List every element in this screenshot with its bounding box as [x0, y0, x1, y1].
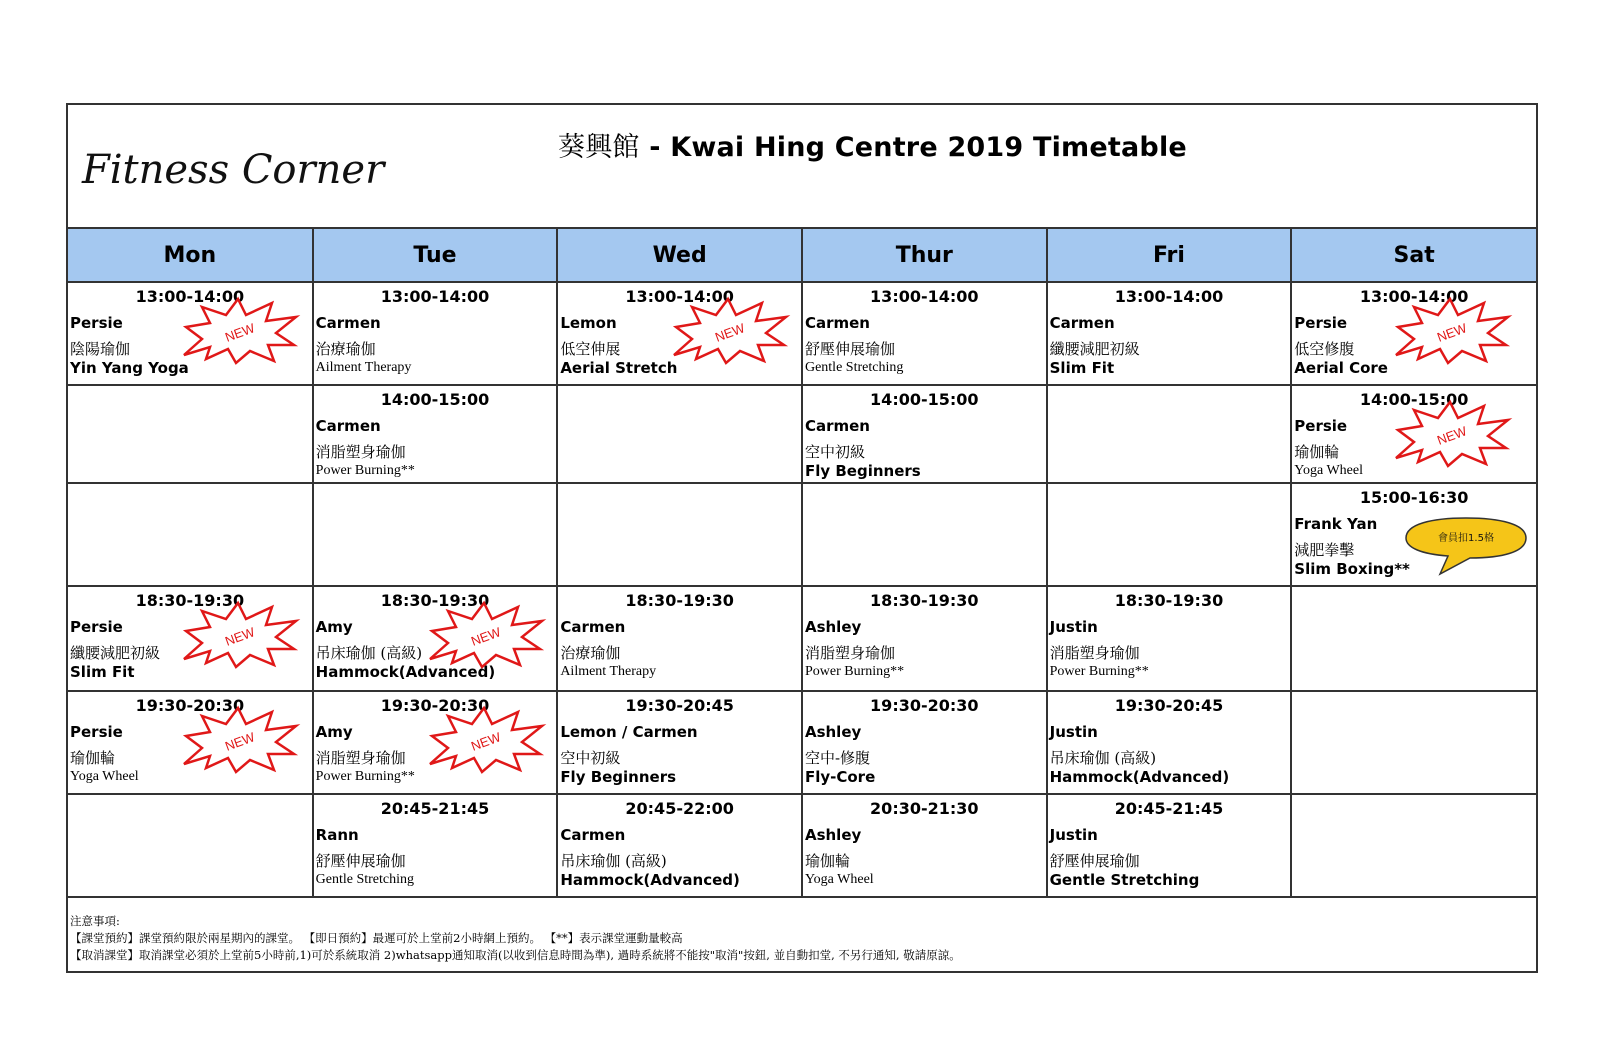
- class-name-chinese: 陰陽瑜伽: [70, 340, 131, 358]
- class-name-english: Fly Beginners: [804, 462, 921, 480]
- class-card[interactable]: [1292, 386, 1536, 482]
- class-teacher: Justin: [1049, 723, 1098, 741]
- class-card[interactable]: [314, 386, 557, 482]
- class-teacher: Ashley: [804, 723, 862, 741]
- class-name-english: Yoga Wheel: [70, 769, 139, 784]
- class-time: 13:00-14:00: [1114, 287, 1224, 306]
- class-slot-wed: [557, 483, 802, 586]
- class-name-english: Hammock(Advanced): [560, 871, 740, 889]
- class-card[interactable]: [1292, 283, 1536, 384]
- class-name-chinese: 瑜伽輪: [70, 749, 116, 767]
- class-name-chinese: 消脂塑身瑜伽: [1049, 644, 1140, 662]
- new-starburst-icon: [180, 601, 300, 669]
- class-name-chinese: 吊床瑜伽 (高級): [560, 852, 667, 870]
- class-card[interactable]: [803, 283, 1046, 384]
- timetable-grid: [68, 229, 1536, 898]
- notes-section: [68, 905, 1536, 971]
- class-name-chinese: 舒壓伸展瑜伽: [804, 340, 895, 358]
- class-slot-tue[interactable]: [313, 282, 558, 385]
- class-slot-sat: [1291, 794, 1536, 897]
- title-chinese: 葵興館: [558, 132, 640, 163]
- new-badge-label: NEW: [223, 729, 257, 754]
- class-time: 20:45-21:45: [1114, 799, 1224, 818]
- class-slot-fri[interactable]: [1047, 794, 1292, 897]
- class-time: 14:00-15:00: [380, 390, 490, 409]
- class-name-english: Hammock(Advanced): [315, 663, 496, 681]
- class-time: 19:30-20:45: [1114, 696, 1224, 715]
- class-slot-thur[interactable]: [802, 385, 1047, 483]
- class-name-english: Power Burning**: [315, 463, 415, 478]
- class-card[interactable]: [314, 795, 557, 896]
- class-time: 13:00-14:00: [380, 287, 490, 306]
- class-card[interactable]: [803, 587, 1046, 690]
- class-slot-sat[interactable]: [1291, 385, 1536, 483]
- class-name-english: Power Burning**: [804, 664, 905, 679]
- class-slot-tue[interactable]: [313, 586, 558, 691]
- class-name-english: Gentle Stretching: [315, 872, 415, 887]
- class-teacher: Carmen: [560, 826, 626, 844]
- class-name-chinese: 纖腰減肥初級: [1049, 340, 1140, 358]
- class-slot-thur[interactable]: [802, 586, 1047, 691]
- class-card[interactable]: [803, 692, 1046, 793]
- bubble-label: 會員扣1.5格: [1438, 533, 1494, 544]
- class-name-chinese: 減肥拳擊: [1294, 541, 1355, 559]
- timetable-frame: [66, 103, 1538, 973]
- class-name-english: Yoga Wheel: [804, 872, 874, 887]
- timetable-row: [68, 385, 1536, 483]
- class-name-english: Ailment Therapy: [315, 360, 412, 375]
- class-time: 18:30-19:30: [380, 591, 490, 610]
- class-card[interactable]: [1048, 283, 1291, 384]
- class-name-english: Gentle Stretching: [804, 360, 904, 375]
- class-name-chinese: 低空伸展: [560, 340, 621, 358]
- new-badge-label: NEW: [713, 320, 747, 345]
- class-slot-sat: [1291, 691, 1536, 794]
- class-time: 18:30-19:30: [625, 591, 734, 610]
- day-header-row: [68, 229, 1536, 282]
- class-teacher: Justin: [1049, 618, 1098, 636]
- class-slot-thur[interactable]: [802, 794, 1047, 897]
- class-teacher: Amy: [315, 723, 353, 741]
- class-card[interactable]: [68, 283, 312, 384]
- class-card[interactable]: [558, 283, 801, 384]
- class-slot-fri[interactable]: [1047, 282, 1292, 385]
- new-badge-label: NEW: [1435, 320, 1469, 345]
- class-slot-wed[interactable]: [557, 586, 802, 691]
- class-card[interactable]: [68, 587, 312, 690]
- class-name-chinese: 治療瑜伽: [560, 644, 621, 662]
- new-badge-label: NEW: [223, 624, 257, 649]
- class-slot-thur[interactable]: [802, 691, 1047, 794]
- class-name-english: Yoga Wheel: [1294, 463, 1363, 478]
- class-name-chinese: 治療瑜伽: [315, 340, 376, 358]
- class-time: 19:30-20:45: [625, 696, 734, 715]
- class-teacher: Carmen: [804, 314, 870, 332]
- class-card[interactable]: [558, 587, 801, 690]
- class-teacher: Carmen: [1049, 314, 1115, 332]
- class-name-chinese: 低空修腹: [1294, 340, 1355, 358]
- notes-line-cancellation: 【取消課堂】取消課堂必須於上堂前5小時前,1)可於系統取消 2)whatsapp通知取消(以收到信息時間為準), 過時系統將不能按"取消"按鈕, 並自動扣堂, 不另行通知, 敬請原諒。: [70, 948, 961, 962]
- class-slot-fri: [1047, 483, 1292, 586]
- new-starburst-icon: [1392, 400, 1512, 468]
- class-name-english: Power Burning**: [1049, 664, 1149, 679]
- class-name-english: Aerial Stretch: [560, 359, 678, 377]
- class-name-english: Gentle Stretching: [1049, 871, 1200, 889]
- class-teacher: Lemon / Carmen: [560, 723, 698, 741]
- class-time: 14:00-15:00: [1359, 390, 1469, 409]
- new-starburst-icon: [670, 297, 790, 365]
- class-teacher: Justin: [1049, 826, 1098, 844]
- class-time: 13:00-14:00: [625, 287, 734, 306]
- class-name-english: Fly-Core: [804, 768, 876, 786]
- notes-title: 注意事項:: [70, 914, 120, 928]
- class-name-chinese: 瑜伽輪: [804, 852, 850, 870]
- class-card[interactable]: [1292, 484, 1536, 585]
- class-card[interactable]: [314, 587, 557, 690]
- class-name-english: Power Burning**: [315, 769, 415, 784]
- class-teacher: Ashley: [804, 826, 862, 844]
- class-slot-fri[interactable]: [1047, 586, 1292, 691]
- timetable-header: [68, 105, 1536, 229]
- class-slot-tue[interactable]: [313, 794, 558, 897]
- class-teacher: Carmen: [560, 618, 626, 636]
- class-name-chinese: 消脂塑身瑜伽: [315, 749, 406, 767]
- class-teacher: Carmen: [315, 417, 381, 435]
- class-name-english: Aerial Core: [1294, 359, 1388, 377]
- class-name-english: Fly Beginners: [560, 768, 677, 786]
- class-slot-fri[interactable]: [1047, 691, 1292, 794]
- class-teacher: Carmen: [804, 417, 870, 435]
- class-card[interactable]: [68, 692, 312, 793]
- class-name-chinese: 瑜伽輪: [1294, 443, 1340, 461]
- class-teacher: Persie: [70, 314, 123, 332]
- new-starburst-icon: [426, 601, 546, 669]
- class-name-chinese: 空中初級: [560, 749, 621, 767]
- class-slot-sat[interactable]: [1291, 282, 1536, 385]
- day-header-thur: Thur: [802, 229, 1047, 282]
- class-slot-mon[interactable]: [68, 586, 313, 691]
- new-badge-label: NEW: [1435, 423, 1469, 448]
- class-card[interactable]: [1048, 692, 1291, 793]
- class-time: 18:30-19:30: [870, 591, 979, 610]
- class-teacher: Persie: [70, 723, 123, 741]
- class-slot-mon[interactable]: [68, 691, 313, 794]
- class-card[interactable]: [1048, 587, 1291, 690]
- class-name-chinese: 空中-修腹: [804, 749, 871, 767]
- class-slot-wed[interactable]: [557, 691, 802, 794]
- class-time: 19:30-20:30: [870, 696, 979, 715]
- class-name-chinese: 空中初級: [804, 443, 865, 461]
- class-teacher: Lemon: [560, 314, 617, 332]
- timetable-row: [68, 586, 1536, 691]
- timetable-row: [68, 691, 1536, 794]
- day-header-wed: Wed: [557, 229, 802, 282]
- class-card[interactable]: [558, 692, 801, 793]
- new-starburst-icon: [426, 706, 546, 774]
- class-name-chinese: 纖腰減肥初級: [70, 644, 161, 662]
- class-slot-wed[interactable]: [557, 794, 802, 897]
- title-english: - Kwai Hing Centre 2019 Timetable: [639, 132, 1187, 163]
- day-header-mon: Mon: [68, 229, 313, 282]
- class-slot-mon: [68, 385, 313, 483]
- class-teacher: Persie: [70, 618, 123, 636]
- class-teacher: Ashley: [804, 618, 862, 636]
- class-name-english: Slim Fit: [1049, 359, 1115, 377]
- new-badge-label: NEW: [223, 320, 257, 345]
- fitness-corner-logo: [78, 123, 385, 213]
- class-teacher: Amy: [315, 618, 353, 636]
- class-slot-fri: [1047, 385, 1292, 483]
- class-card[interactable]: [803, 795, 1046, 896]
- speech-bubble-icon: [1404, 516, 1528, 576]
- class-teacher: Carmen: [315, 314, 381, 332]
- class-card[interactable]: [314, 692, 557, 793]
- timetable-row: [68, 282, 1536, 385]
- class-slot-sat: [1291, 586, 1536, 691]
- page-title: [558, 125, 1187, 164]
- notes-line-booking: 【課堂預約】課堂預約限於兩星期內的課堂。 【即日預約】最遲可於上堂前2小時網上預約。 【**】表示課堂運動量較高: [70, 931, 683, 945]
- class-slot-wed: [557, 385, 802, 483]
- class-slot-tue: [313, 483, 558, 586]
- class-time: 13:00-14:00: [870, 287, 979, 306]
- class-teacher: Rann: [315, 826, 359, 844]
- class-card[interactable]: [1048, 795, 1291, 896]
- class-teacher: Persie: [1294, 314, 1348, 332]
- timetable-row: [68, 483, 1536, 586]
- class-name-chinese: 吊床瑜伽 (高級): [315, 644, 423, 662]
- class-slot-thur: [802, 483, 1047, 586]
- class-time: 19:30-20:30: [135, 696, 245, 715]
- class-time: 13:00-14:00: [135, 287, 245, 306]
- class-name-english: Hammock(Advanced): [1049, 768, 1230, 786]
- class-name-english: Slim Boxing**: [1294, 560, 1410, 578]
- class-time: 20:45-21:45: [380, 799, 490, 818]
- class-time: 19:30-20:30: [380, 696, 490, 715]
- class-time: 15:00-16:30: [1359, 488, 1469, 507]
- class-time: 13:00-14:00: [1359, 287, 1469, 306]
- class-teacher: Frank Yan: [1294, 515, 1378, 533]
- class-card[interactable]: [803, 386, 1046, 482]
- class-time: 14:00-15:00: [870, 390, 979, 409]
- class-slot-tue[interactable]: [313, 385, 558, 483]
- timetable-row: [68, 794, 1536, 897]
- class-slot-sat[interactable]: [1291, 483, 1536, 586]
- class-name-english: Ailment Therapy: [560, 664, 657, 679]
- class-card[interactable]: [314, 283, 557, 384]
- class-name-chinese: 舒壓伸展瑜伽: [1049, 852, 1140, 870]
- class-name-chinese: 消脂塑身瑜伽: [315, 443, 406, 461]
- new-starburst-icon: [180, 297, 300, 365]
- class-slot-mon[interactable]: [68, 282, 313, 385]
- class-time: 18:30-19:30: [135, 591, 245, 610]
- class-time: 20:45-22:00: [625, 799, 734, 818]
- class-time: 20:30-21:30: [870, 799, 979, 818]
- class-slot-wed[interactable]: [557, 282, 802, 385]
- class-name-chinese: 消脂塑身瑜伽: [804, 644, 895, 662]
- class-name-chinese: 舒壓伸展瑜伽: [315, 852, 406, 870]
- class-time: 18:30-19:30: [1114, 591, 1224, 610]
- day-header-sat: Sat: [1291, 229, 1536, 282]
- class-slot-thur[interactable]: [802, 282, 1047, 385]
- day-header-tue: Tue: [313, 229, 558, 282]
- class-name-chinese: 吊床瑜伽 (高級): [1049, 749, 1157, 767]
- class-name-english: Slim Fit: [70, 663, 135, 681]
- day-header-fri: Fri: [1047, 229, 1292, 282]
- class-card[interactable]: [558, 795, 801, 896]
- class-slot-mon: [68, 794, 313, 897]
- new-badge-label: NEW: [468, 624, 503, 649]
- new-starburst-icon: [1392, 297, 1512, 365]
- new-badge-label: NEW: [468, 729, 503, 754]
- new-starburst-icon: [180, 706, 300, 774]
- class-slot-mon: [68, 483, 313, 586]
- class-slot-tue[interactable]: [313, 691, 558, 794]
- timetable-body: [68, 282, 1536, 897]
- class-name-english: Yin Yang Yoga: [70, 359, 189, 377]
- class-teacher: Persie: [1294, 417, 1348, 435]
- logo-text: Fitness Corner: [82, 147, 385, 193]
